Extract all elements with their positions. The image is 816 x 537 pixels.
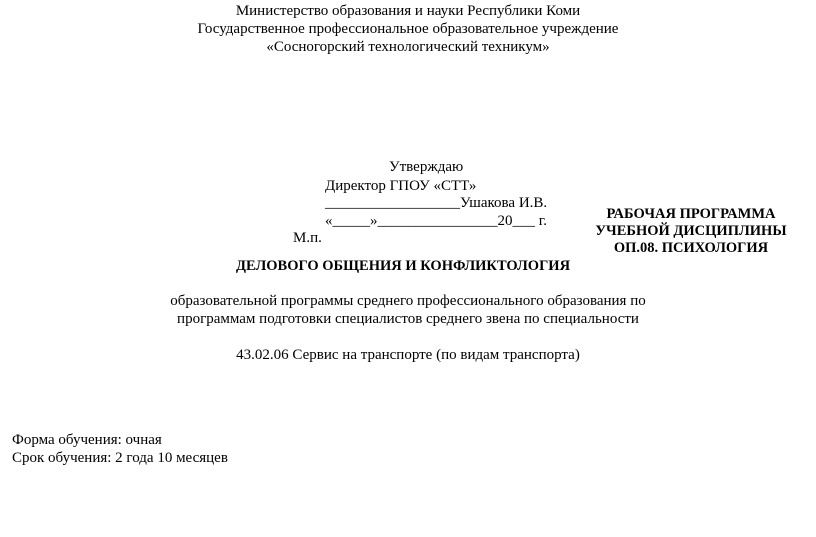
institution-type: Государственное профессиональное образовательное учреждение bbox=[197, 21, 619, 37]
institution-name: «Сосногорский технологический техникум» bbox=[266, 39, 550, 55]
discipline-name: ДЕЛОВОГО ОБЩЕНИЯ И КОНФЛИКТОЛОГИЯ bbox=[236, 258, 571, 274]
document-title-line-2: УЧЕБНОЙ ДИСЦИПЛИНЫ bbox=[595, 223, 787, 239]
specialty-code: 43.02.06 Сервис на транспорте (по видам транспорта) bbox=[236, 347, 580, 363]
document-title-line-3: ОП.08. ПСИХОЛОГИЯ bbox=[613, 240, 769, 256]
study-term: Срок обучения: 2 года 10 месяцев bbox=[12, 450, 228, 466]
approval-director: Директор ГПОУ «СТТ» bbox=[325, 178, 477, 194]
approval-heading: Утверждаю bbox=[389, 159, 464, 175]
program-description-line-2: программам подготовки специалистов среднего звена по специальности bbox=[177, 311, 639, 327]
program-description-line-1: образовательной программы среднего профессионального образования по bbox=[170, 293, 646, 309]
ministry-name: Министерство образования и науки Республики Коми bbox=[235, 3, 581, 19]
approval-stamp-place: М.п. bbox=[293, 230, 322, 246]
study-form: Форма обучения: очная bbox=[12, 432, 162, 448]
approval-date-line: «_____»________________20___ г. bbox=[325, 213, 547, 229]
document-title-block bbox=[585, 206, 797, 257]
document-title-line-1: РАБОЧАЯ ПРОГРАММА bbox=[606, 206, 776, 222]
approval-signature-line: __________________Ушакова И.В. bbox=[325, 195, 548, 211]
